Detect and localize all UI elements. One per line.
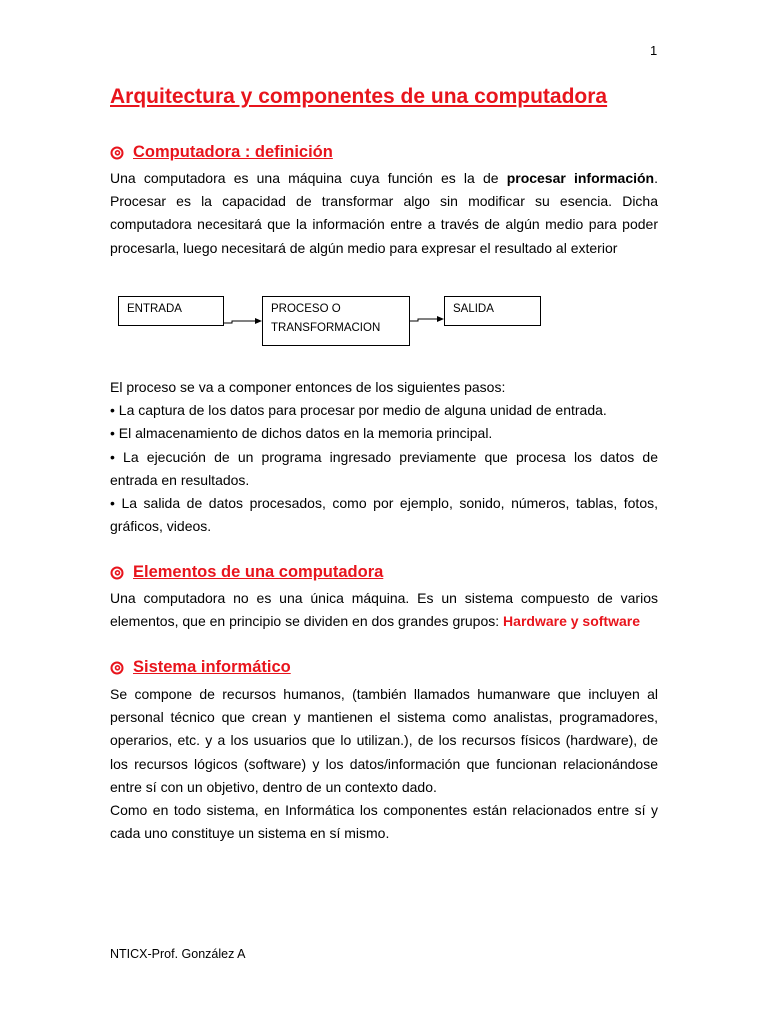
- text: Una computadora no es una única máquina. Es un sistema compuesto de varios elementos, que en principio se dividen en dos grandes grupos:: [110, 590, 658, 630]
- elementos-paragraph: [110, 587, 658, 633]
- arrow-entrada-proceso: [224, 318, 262, 324]
- spiral-bullet-icon: [110, 566, 124, 580]
- text: Una computadora es una máquina cuya función es la de: [110, 170, 507, 186]
- diagram-box-entrada: ENTRADA: [118, 296, 224, 326]
- diagram-arrows: [0, 0, 768, 400]
- steps-intro: El proceso se va a componer entonces de los siguientes pasos:: [110, 379, 506, 395]
- diagram-label: TRANSFORMACION: [271, 322, 381, 334]
- section-heading-label: Elementos de una computadora: [133, 563, 384, 581]
- list-item: • La ejecución de un programa ingresado previamente que procesa los datos de entrada en resultados.: [110, 448, 658, 488]
- page-number: 1: [650, 43, 658, 58]
- diagram-box-salida: SALIDA: [444, 296, 541, 326]
- list-item: • El almacenamiento de dichos datos en la memoria principal.: [110, 425, 493, 442]
- section-heading-label: Sistema informático: [133, 658, 291, 676]
- highlight-text: Hardware y software: [503, 613, 640, 630]
- list-item: • La captura de los datos para procesar por medio de alguna unidad de entrada.: [110, 402, 607, 419]
- spiral-bullet-icon: [110, 661, 124, 675]
- steps-list: [110, 376, 658, 538]
- sistema-paragraph-2: Como en todo sistema, en Informática los componentes están relacionados entre sí y cada uno constituye un sistema en sí mismo.: [110, 802, 658, 842]
- diagram-label: PROCESO O: [271, 303, 341, 315]
- arrow-proceso-salida: [410, 316, 444, 322]
- footer: NTICX-Prof. González A: [110, 947, 246, 961]
- text: . Procesar es la capacidad de transformar algo sin modificar su esencia. Dicha computadora necesitará que la información entre a través de algún medio para poder procesarla, luego necesitará de algún medio para expresar el resultado al exterior: [110, 170, 658, 256]
- page-title: Arquitectura y componentes de una computadora: [110, 85, 608, 108]
- section-heading-elementos: [110, 563, 383, 582]
- list-item: • La salida de datos procesados, como por ejemplo, sonido, números, tablas, fotos, gráficos, videos.: [110, 495, 658, 535]
- sistema-paragraph-1: Se compone de recursos humanos, (también llamados humanware que incluyen al personal técnico que crean y mantienen el sistema como analistas, programadores, operarios, etc. y a los usuarios que lo utilizan.), de los recursos físicos (hardware), de los recursos lógicos (software) y los datos/información que funcionan relacionándose entre sí con un objetivo, dentro de un contexto dado.: [110, 686, 658, 795]
- sistema-paragraphs: [110, 683, 658, 845]
- bold-text: procesar información: [506, 170, 655, 186]
- section-heading-sistema: [110, 658, 291, 677]
- section-heading-label: Computadora : definición: [133, 143, 333, 161]
